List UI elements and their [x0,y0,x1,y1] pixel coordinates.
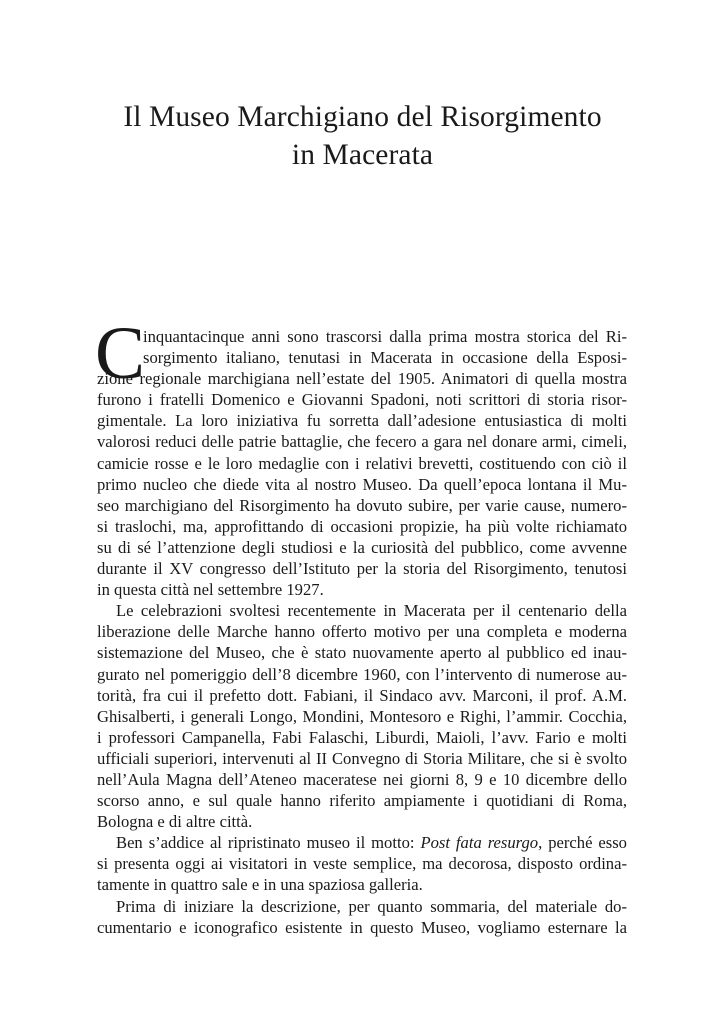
text-line: su di sé l’attenzione degli studiosi e la curiosità del pubblico, come avvenne [97,537,627,557]
page-title [60,98,665,174]
paragraph-2 [97,600,627,832]
text-line: scorso anno, e sul quale hanno riferito ampiamente i quotidiani di Roma, [97,791,627,811]
title-line-2: in Macerata [291,139,434,171]
text-line: primo nucleo che diede vita al nostro Museo. Da quell’epoca lontana il Mu- [97,474,627,494]
drop-cap: C [95,312,146,395]
paragraph-4 [97,896,627,938]
text-line: si traslochi, ma, approfittando di occasioni propizie, ha più volte richiamato [97,516,627,536]
motto-italic: Post fata resurgo [420,833,539,853]
article-body [95,312,627,938]
text-line: Prima di iniziare la descrizione, per quanto sommaria, del materiale do- [116,896,627,916]
text-line: liberazione delle Marche hanno offerto motivo per una completa e moderna [97,622,627,642]
paragraph-3 [97,832,627,895]
text-line [97,832,627,853]
text-line: furono i fratelli Domenico e Giovanni Spadoni, noti scrittori di storia risor- [97,390,627,410]
text-line: torità, fra cui il prefetto dott. Fabiani, il Sindaco avv. Marconi, il prof. A.M. [97,685,627,705]
text-line: Ghisalberti, i generali Longo, Mondini, Montesoro e Righi, l’ammir. Cocchia, [97,706,627,726]
text-line: cumentario e iconografico esistente in questo Museo, vogliamo esternare la [97,917,627,937]
text-line: nell’Aula Magna dell’Ateneo maceratese nei giorni 8, 9 e 10 dicembre dello [97,769,627,789]
paragraph-1 [95,312,627,600]
text-line: tamente in quattro sale e in una spaziosa galleria. [97,875,423,895]
text-line: sistemazione del Museo, che è stato nuovamente aperto al pubblico ed inau- [97,643,627,663]
text-line: gimentale. La loro iniziativa fu sorretta dall’adesione entusiastica di molti [97,411,627,431]
text-line: valorosi reduci delle patrie battaglie, che fecero a gara nel donare armi, cimeli, [97,432,627,452]
text-line: ufficiali superiori, intervenuti al II Convegno di Storia Militare, che si è svolto [97,748,627,768]
text-line: zione regionale marchigiana nell’estate del 1905. Animatori di quella mostra [97,369,627,389]
text-line: Le celebrazioni svoltesi recentemente in Macerata per il centenario della [116,601,627,621]
text-line: sorgimento italiano, tenutasi in Macerata in occasione della Esposi- [143,348,627,368]
text-line: si presenta oggi ai visitatori in veste semplice, ma decorosa, disposto ordina- [97,854,627,874]
text-line: camicie rosse e le loro medaglie con i relativi brevetti, costituendo con ciò il [97,453,627,473]
text-line: gurato nel pomeriggio dell’8 dicembre 1960, con l’intervento di numerose au- [97,664,627,684]
text-line: durante il XV congresso dell’Istituto per la storia del Risorgimento, tenutosi [97,559,627,579]
title-line-1: Il Museo Marchigiano del Risorgimento [123,101,602,133]
text-line: seo marchigiano del Risorgimento ha dovuto subire, per varie cause, numero- [97,495,627,515]
text-line: Bologna e di altre città. [97,812,253,832]
text-line: in questa città nel settembre 1927. [97,580,324,600]
text-run: , perché esso [538,833,627,853]
text-line: inquantacinque anni sono trascorsi dalla prima mostra storica del Ri- [143,327,627,346]
text-run: Ben s’addice al ripristinato museo il motto: [116,833,421,853]
text-line: i professori Campanella, Fabi Falaschi, Liburdi, Maioli, l’avv. Fario e molti [97,727,627,747]
